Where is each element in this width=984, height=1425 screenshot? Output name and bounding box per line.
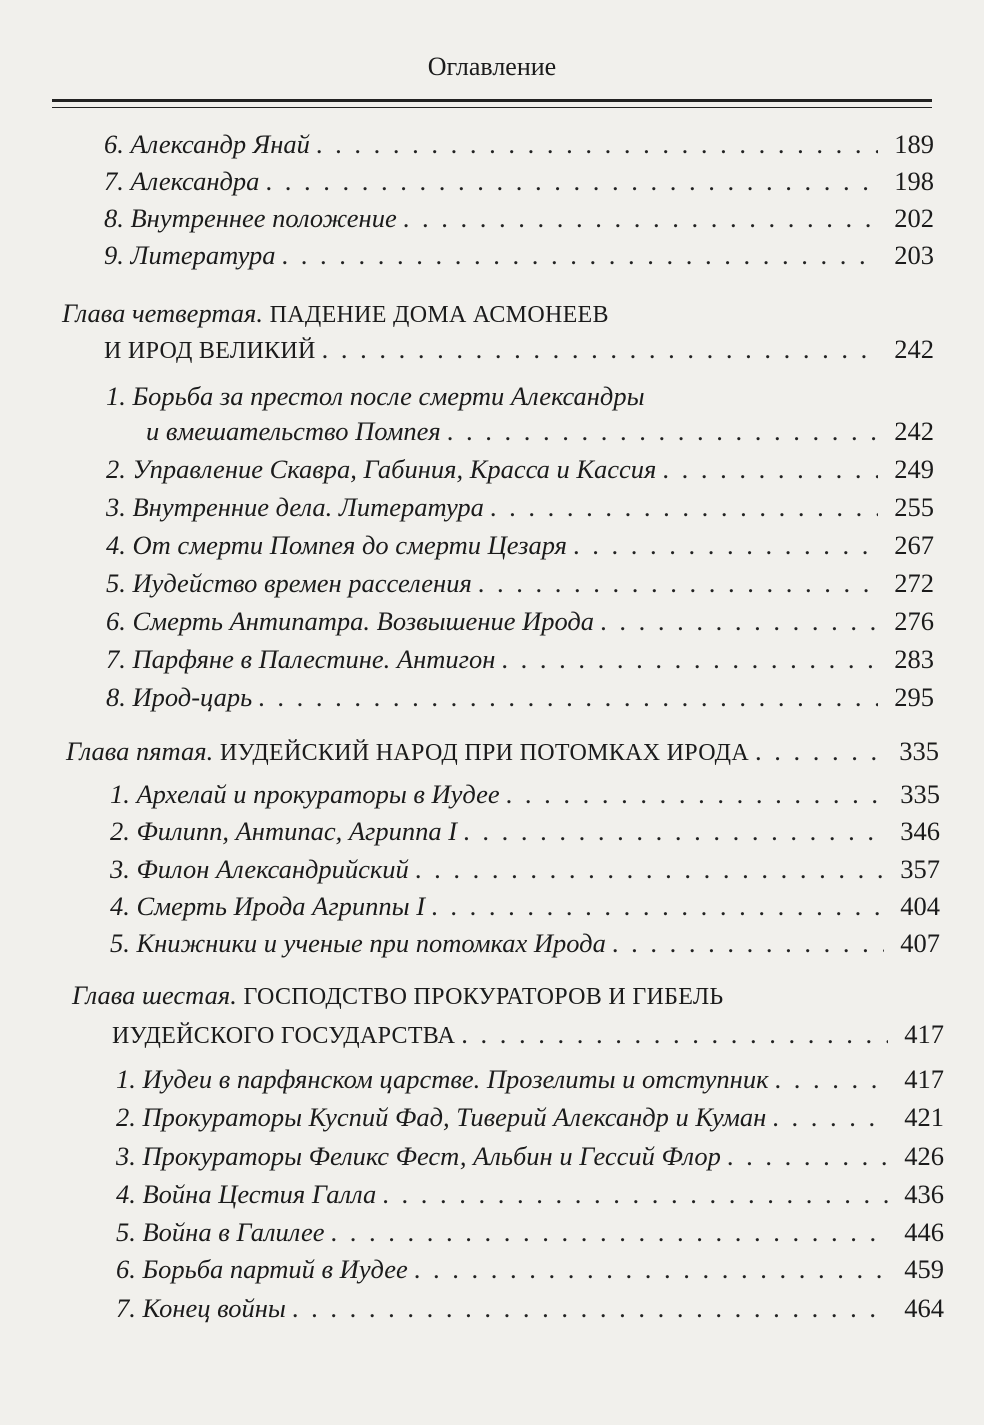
toc-entry-title: 8. Внутреннее положение xyxy=(104,203,397,233)
toc-entry-title: 5. Иудейство времен расселения xyxy=(106,568,472,598)
chapter-heading xyxy=(66,733,939,769)
toc-entry xyxy=(110,888,940,924)
toc-leader xyxy=(431,888,884,924)
toc-entry-title: 4. Война Цестия Галла xyxy=(116,1179,377,1209)
toc-entry xyxy=(106,565,934,601)
toc-entry-title-line1: 1. Борьба за престол после смерти Александры xyxy=(106,381,645,411)
toc-leader xyxy=(292,1290,888,1326)
toc-entry-page: 198 xyxy=(894,166,934,196)
toc-entry xyxy=(106,451,934,487)
toc-entry xyxy=(104,331,934,367)
toc-entry-title: 8. Ирод-царь xyxy=(106,682,253,712)
toc-entry xyxy=(116,1176,944,1212)
toc-leader xyxy=(774,1061,888,1097)
chapter-title-line1: ГОСПОДСТВО ПРОКУРАТОРОВ И ГИБЕЛЬ xyxy=(243,984,724,1010)
toc-leader xyxy=(662,451,878,487)
toc-entry-page: 421 xyxy=(904,1102,944,1132)
toc-entry-page: 276 xyxy=(894,606,934,636)
toc-entry xyxy=(106,679,934,715)
toc-leader xyxy=(331,1214,888,1250)
toc-entry xyxy=(106,641,934,677)
chapter-title-line1: ПАДЕНИЕ ДОМА АСМОНЕЕВ xyxy=(269,302,609,328)
toc-entry xyxy=(116,1099,944,1135)
toc-entry-page: 255 xyxy=(894,492,934,522)
toc-entry xyxy=(110,813,940,849)
toc-entry-page: 335 xyxy=(900,779,940,809)
toc-entry-page: 464 xyxy=(904,1293,944,1323)
toc-entry xyxy=(116,1214,944,1250)
toc-entry-page: 417 xyxy=(904,1019,944,1049)
toc-entry xyxy=(104,237,934,273)
toc-entry-page: 417 xyxy=(904,1064,944,1094)
toc-entry-page: 283 xyxy=(894,644,934,674)
toc-entry-title: 7. Парфяне в Палестине. Антигон xyxy=(106,644,496,674)
toc-entry-title: 6. Борьба партий в Иудее xyxy=(116,1254,408,1284)
toc-entry xyxy=(106,489,934,525)
toc-entry-page: 249 xyxy=(894,454,934,484)
chapter-title: ИУДЕЙСКИЙ НАРОД ПРИ ПОТОМКАХ ИРОДА xyxy=(219,740,749,766)
toc-entry-title: 7. Конец войны xyxy=(116,1293,286,1323)
toc-leader xyxy=(461,1016,888,1052)
toc-leader xyxy=(755,733,883,769)
toc-entry xyxy=(110,851,940,887)
toc-entry-page: 357 xyxy=(900,854,940,884)
page-header: Оглавление xyxy=(427,52,557,81)
toc-entry-title: 9. Литература xyxy=(104,240,276,270)
toc-entry-title: 4. От смерти Помпея до смерти Цезаря xyxy=(106,530,567,560)
toc-entry xyxy=(146,413,934,449)
toc-entry-page: 407 xyxy=(900,928,940,958)
toc-leader xyxy=(258,679,878,715)
chapter-prefix: Глава четвертая. xyxy=(62,298,264,328)
toc-entry-page: 189 xyxy=(894,129,934,159)
toc-entry-title: 2. Управление Скавра, Габиния, Красса и Кассия xyxy=(106,454,657,484)
toc-leader xyxy=(600,603,878,639)
toc-entry-title: 3. Филон Александрийский xyxy=(110,854,409,884)
toc-entry xyxy=(104,163,934,199)
toc-entry-page: 295 xyxy=(894,682,934,712)
toc-entry-title: 7. Александра xyxy=(104,166,260,196)
toc-entry xyxy=(106,527,934,563)
chapter-prefix: Глава шестая. xyxy=(72,980,237,1010)
toc-entry-page: 446 xyxy=(904,1217,944,1247)
chapter-heading xyxy=(72,977,724,1013)
toc-entry-page: 203 xyxy=(894,240,934,270)
toc-leader xyxy=(506,776,884,812)
toc-entry xyxy=(116,1251,944,1287)
toc-leader xyxy=(478,565,878,601)
toc-leader xyxy=(463,813,884,849)
toc-entry xyxy=(110,776,940,812)
toc-entry-page: 346 xyxy=(900,816,940,846)
toc-entry-title: 1. Архелай и прокураторы в Иудее xyxy=(110,779,500,809)
toc-entry-title: 1. Иудеи в парфянском царстве. Прозелиты и отступник xyxy=(116,1064,769,1094)
header-rule-thick xyxy=(52,99,932,102)
chapter-prefix: Глава пятая. xyxy=(66,736,214,766)
toc-entry-page: 335 xyxy=(899,736,939,766)
toc-entry-title: 5. Война в Галилее xyxy=(116,1217,325,1247)
toc-entry-title: 2. Филипп, Антипас, Агриппа I xyxy=(110,816,458,846)
toc-leader xyxy=(265,163,878,199)
toc-leader xyxy=(501,641,878,677)
toc-entry-title: 2. Прокураторы Куспий Фад, Тиверий Александр и Куман xyxy=(116,1102,767,1132)
toc-entry-title: 3. Внутренние дела. Литература xyxy=(106,492,484,522)
toc-entry-page: 272 xyxy=(894,568,934,598)
toc-entry xyxy=(106,603,934,639)
chapter-title-line2: ИУДЕЙСКОГО ГОСУДАРСТВА xyxy=(112,1023,456,1049)
toc-entry xyxy=(110,925,940,961)
toc-leader xyxy=(322,331,878,367)
toc-entry-page: 404 xyxy=(900,891,940,921)
toc-entry-title-line2: и вмешательство Помпея xyxy=(146,416,441,446)
toc-leader xyxy=(282,237,879,273)
toc-leader xyxy=(415,851,884,887)
toc-entry xyxy=(104,126,934,162)
toc-entry-page: 242 xyxy=(894,416,934,446)
toc-leader xyxy=(382,1176,888,1212)
toc-entry-title: 6. Смерть Антипатра. Возвышение Ирода xyxy=(106,606,595,636)
toc-entry-page: 267 xyxy=(894,530,934,560)
toc-leader xyxy=(772,1099,888,1135)
toc-entry xyxy=(104,200,934,236)
toc-leader xyxy=(414,1251,888,1287)
toc-leader xyxy=(612,925,884,961)
toc-entry-title: 3. Прокураторы Феликс Фест, Альбин и Гессий Флор xyxy=(116,1141,721,1171)
toc-entry-page: 459 xyxy=(904,1254,944,1284)
toc-entry xyxy=(112,1016,944,1052)
toc-entry-page: 202 xyxy=(894,203,934,233)
toc-entry xyxy=(116,1138,944,1174)
chapter-heading xyxy=(62,295,609,331)
toc-leader xyxy=(727,1138,888,1174)
toc-entry xyxy=(116,1061,944,1097)
toc-leader xyxy=(447,413,878,449)
toc-leader xyxy=(490,489,878,525)
toc-leader xyxy=(573,527,878,563)
toc-entry-page: 436 xyxy=(904,1179,944,1209)
toc-leader xyxy=(316,126,878,162)
toc-entry xyxy=(116,1290,944,1326)
toc-entry-title: 6. Александр Янай xyxy=(104,129,310,159)
toc-entry-page: 426 xyxy=(904,1141,944,1171)
toc-entry-title: 4. Смерть Ирода Агриппы I xyxy=(110,891,426,921)
toc-entry-page: 242 xyxy=(894,334,934,364)
chapter-title-line2: И ИРОД ВЕЛИКИЙ xyxy=(104,338,316,364)
toc-entry-title: 5. Книжники и ученые при потомках Ирода xyxy=(110,928,606,958)
header-rule-thin xyxy=(52,107,932,108)
toc-leader xyxy=(403,200,878,236)
